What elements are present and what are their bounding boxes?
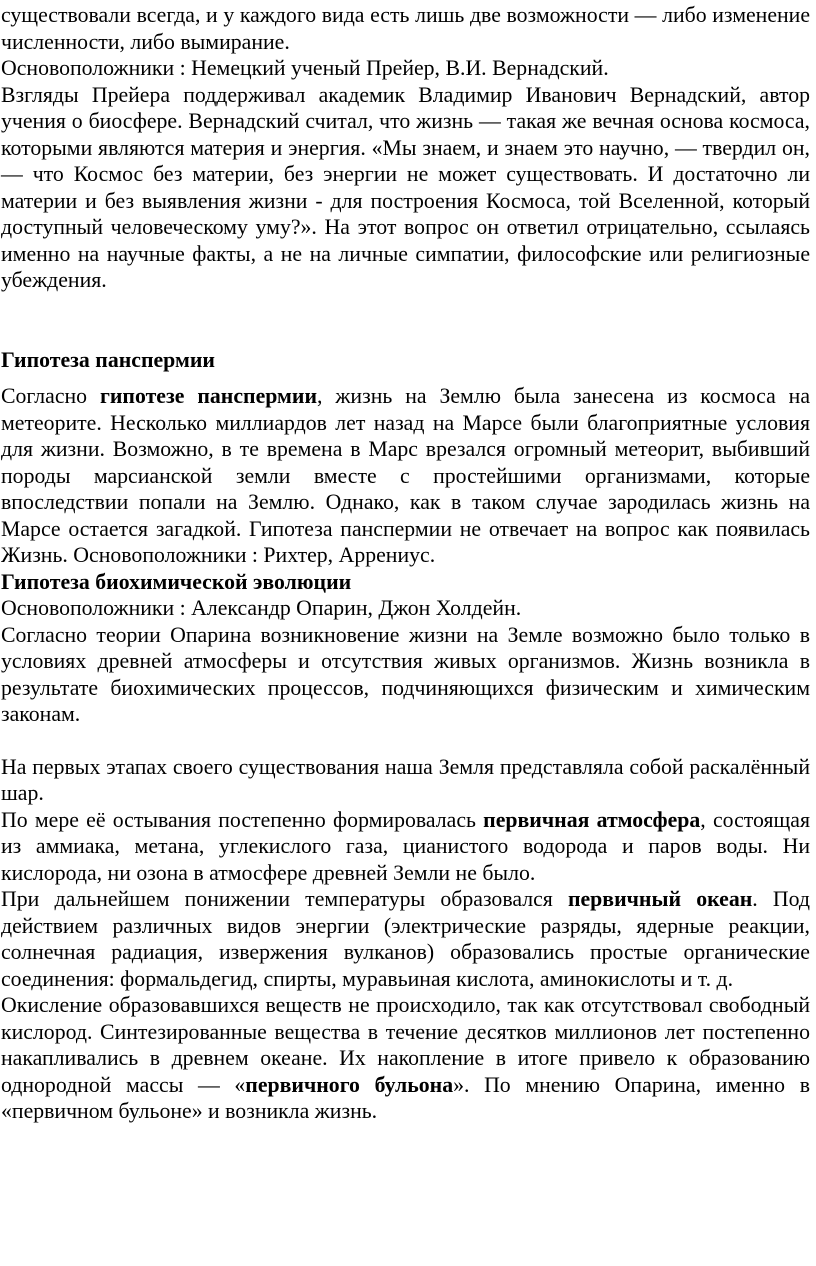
broth-lead: Окисление образовавшихся веществ не происходило, так как отсутствовал свободный кислород. Синтезированные вещества в течение десятков миллионов лет постепенно накапливались в древнем океане. Их накопление в итоге привело к образованию однородной массы — « (1, 993, 810, 1097)
panspermia-paragraph (1, 383, 810, 569)
biochem-heading: Гипотеза биохимической эволюции (1, 569, 352, 594)
intro-paragraph: существовали всегда, и у каждого вида есть лишь две возможности — либо изменение численности, либо вымирание. (1, 3, 810, 54)
atmosphere-term: первичная атмосфера (483, 807, 701, 832)
spacer (1, 373, 810, 383)
spacer (1, 294, 810, 347)
spacer (1, 728, 810, 754)
broth-paragraph (1, 992, 810, 1125)
atmosphere-body: , состоящая из аммиака, метана, углекислого газа, цианистого водорода и паров воды. Ни кислорода, ни озона в атмосфере древней Земли не было. (1, 807, 810, 885)
ocean-body: . Под действием различных видов энергии (электрические разряды, ядерные реакции, солнечная радиация, извержения вулканов) образовались простые органические соединения: формальдегид, спирты, муравьиная кислота, аминокислоты и т. д. (1, 887, 811, 991)
ocean-lead: При дальнейшем понижении температуры образовался (1, 887, 568, 911)
panspermia-heading: Гипотеза панспермии (1, 347, 215, 372)
biochem-founders: Основоположники : Александр Опарин, Джон Холдейн. (1, 596, 522, 620)
biochem-theory: Согласно теории Опарина возникновение жизни на Земле возможно было только в условиях древней атмосферы и отсутствия живых организмов. Жизнь возникла в результате биохимических процессов, подчиняющихся физическим и химическим законам. (1, 622, 810, 726)
broth-term: первичного бульона (245, 1072, 454, 1097)
broth-body: ». По мнению Опарина, именно в «первичном бульоне» и возникла жизнь. (1, 1072, 810, 1123)
intro-founders: Основоположники : Немецкий ученый Прейер, В.И. Вернадский. (1, 56, 609, 80)
atmosphere-paragraph (1, 807, 810, 887)
panspermia-term: гипотезе панспермии (99, 384, 317, 408)
earth-stage-paragraph: На первых этапах своего существования наша Земля представляла собой раскалённый шар. (1, 754, 810, 805)
atmosphere-lead: По мере её остывания постепенно формировалась (1, 807, 484, 832)
panspermia-body: , жизнь на Землю была занесена из космоса на метеорите. Несколько миллиардов лет назад на Марсе были благоприятные условия для жизни. Возможно, в те времена в Марс врезался огромный метеорит, выбивший породы марсианской земли вместе с простейшими организмами, которые впоследствии попали на Землю. Однако, как в таком случае зародилась жизнь на Марсе остается загадкой. Гипотеза панспермии не отвечает на вопрос как появилась Жизнь. Основоположники : Рихтер, Аррениус. (1, 384, 810, 567)
panspermia-lead: Согласно (1, 384, 100, 408)
vernadsky-paragraph: Взгляды Прейера поддерживал академик Владимир Иванович Вернадский, автор учения о биосфере. Вернадский считал, что жизнь — такая же вечная основа космоса, которыми являются материя и энергия. «Мы знаем, и знаем это научно, — твердил он, — что Космос без материи, без энергии не может существовать. И достаточно ли материи и без выявления жизни - для построения Космоса, той Вселенной, который доступный человеческому уму?». На этот вопрос он ответил отрицательно, ссылаясь именно на научные факты, а не на личные симпатии, философские или религиозные убеждения. (1, 82, 810, 292)
ocean-paragraph (1, 886, 810, 992)
ocean-term: первичный океан (567, 887, 753, 911)
